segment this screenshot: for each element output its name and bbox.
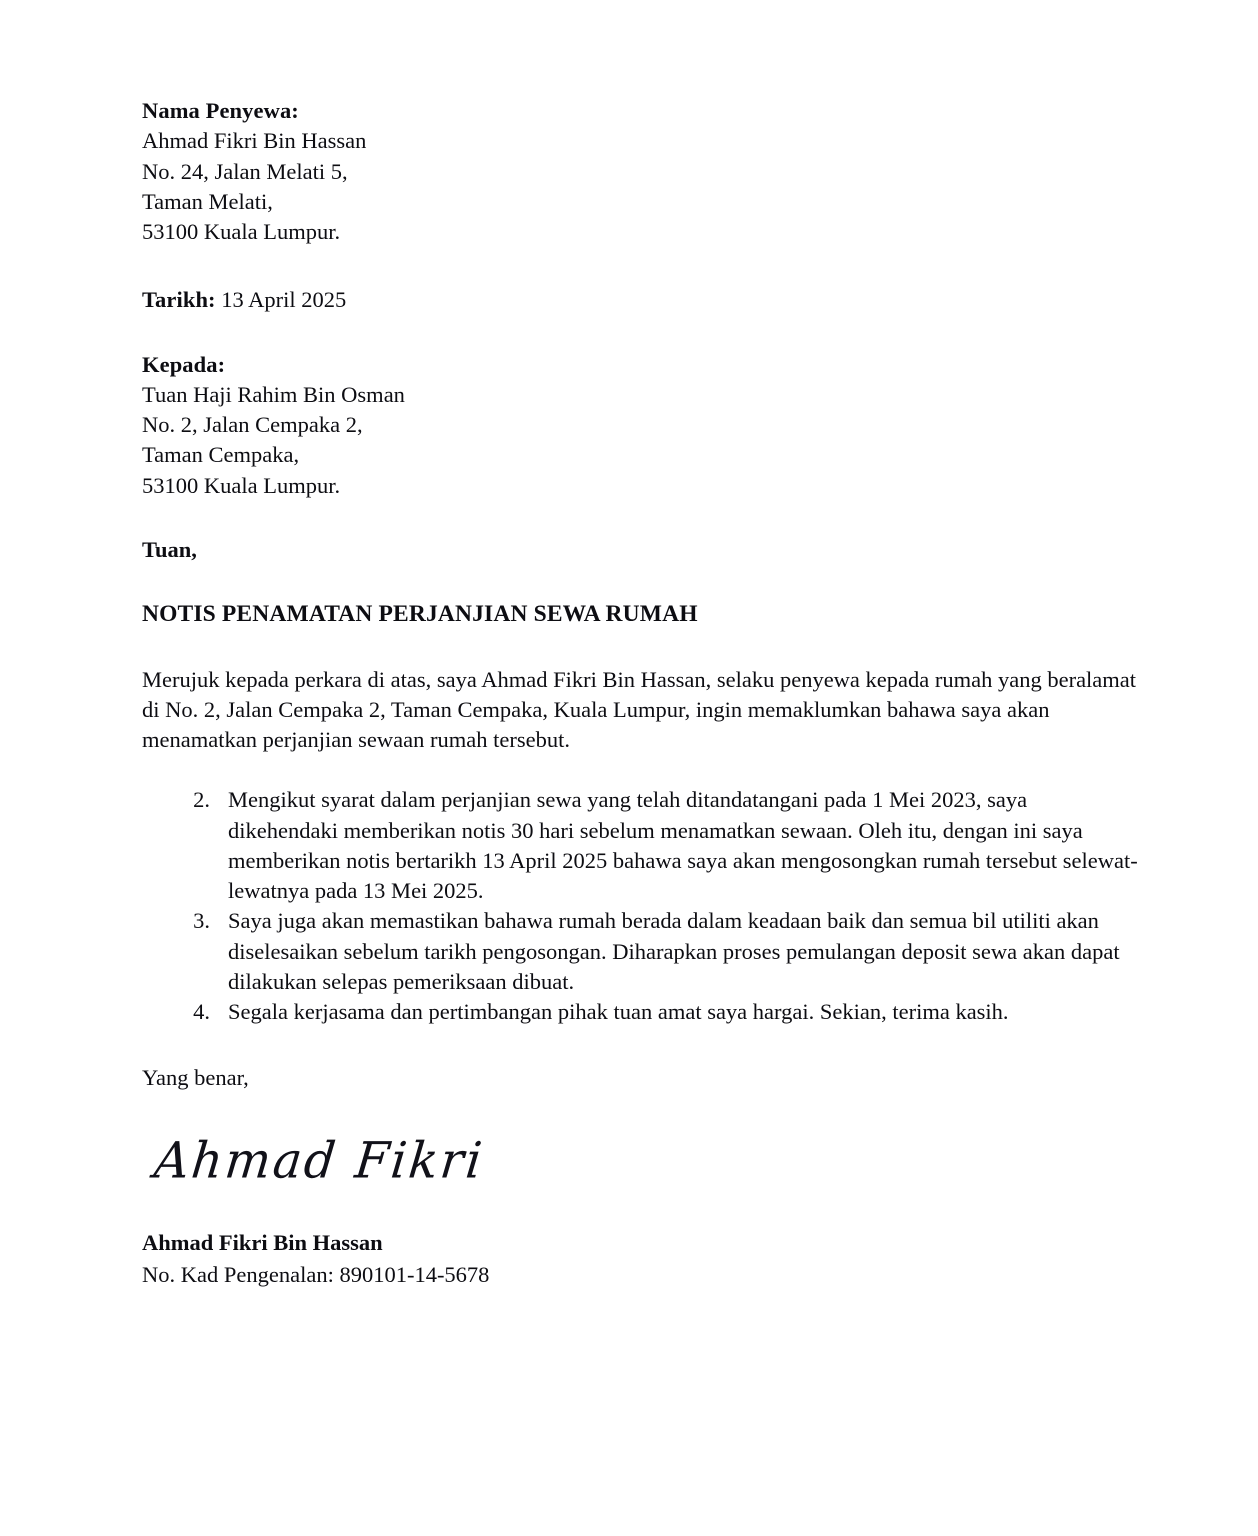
date-value: 13 April 2025 [221, 287, 347, 313]
list-item-number: 2. [193, 787, 210, 813]
list-item [142, 997, 1140, 1027]
list-item-number: 4. [193, 999, 210, 1025]
list-item-text: Saya juga akan memastikan bahawa rumah berada dalam keadaan baik dan semua bil utiliti akan diselesaikan sebelum tarikh pengosongan. Diharapkan proses pemulangan deposit sewa akan dapat dilakukan selepas pemeriksaan dibuat. [228, 908, 1120, 994]
list-item [142, 906, 1140, 997]
numbered-list [142, 785, 1140, 1027]
sender-label: Nama Penyewa: [142, 98, 299, 123]
sender-line-area: Taman Melati, [142, 188, 273, 214]
sender-line-street: No. 24, Jalan Melati 5, [142, 158, 348, 184]
date-block [142, 285, 1140, 315]
spacer [142, 501, 1140, 535]
closing-line: Yang benar, [142, 1065, 249, 1091]
list-item-text: Mengikut syarat dalam perjanjian sewa yang telah ditandatangani pada 1 Mei 2023, saya dikehendaki memberikan notis 30 hari sebelum menamatkan sewaan. Oleh itu, dengan ini saya memberikan notis bertarikh 13 April 2025 bahawa saya akan mengosongkan rumah tersebut selewat-lewatnya pada 13 Mei 2025. [228, 787, 1138, 904]
subject-heading: NOTIS PENAMATAN PERJANJIAN SEWA RUMAH [142, 601, 698, 627]
spacer [142, 631, 1140, 665]
signer-ic-number: No. Kad Pengenalan: 890101-14-5678 [142, 1261, 490, 1287]
spacer [142, 565, 1140, 599]
list-item-text: Segala kerjasama dan pertimbangan pihak tuan amat saya hargai. Sekian, terima kasih. [228, 999, 1009, 1025]
recipient-block [142, 350, 1140, 501]
sender-line-name: Ahmad Fikri Bin Hassan [142, 128, 367, 154]
signer-name: Ahmad Fikri Bin Hassan [142, 1229, 383, 1255]
list-item [142, 785, 1140, 906]
signature-image: Ahmad Fikri [151, 1131, 487, 1190]
letter-body [142, 96, 1140, 1290]
recipient-line-name: Tuan Haji Rahim Bin Osman [142, 381, 405, 407]
list-item-number: 3. [193, 908, 210, 934]
recipient-line-city: 53100 Kuala Lumpur. [142, 472, 341, 498]
recipient-label: Kepada: [142, 351, 226, 377]
spacer [142, 316, 1140, 350]
recipient-line-area: Taman Cempaka, [142, 442, 300, 468]
opening-paragraph: Merujuk kepada perkara di atas, saya Ahmad Fikri Bin Hassan, selaku penyewa kepada rumah yang beralamat di No. 2, Jalan Cempaka 2, Taman Cempaka, Kuala Lumpur, ingin memaklumkan bahawa saya akan menamatkan perjanjian sewaan rumah tersebut. [142, 666, 1137, 753]
date-label: Tarikh: [142, 287, 216, 313]
recipient-line-street: No. 2, Jalan Cempaka 2, [142, 412, 363, 437]
sender-block [142, 96, 1140, 247]
sender-line-city: 53100 Kuala Lumpur. [142, 219, 341, 244]
salutation: Tuan, [142, 536, 197, 562]
spacer [142, 247, 1140, 285]
